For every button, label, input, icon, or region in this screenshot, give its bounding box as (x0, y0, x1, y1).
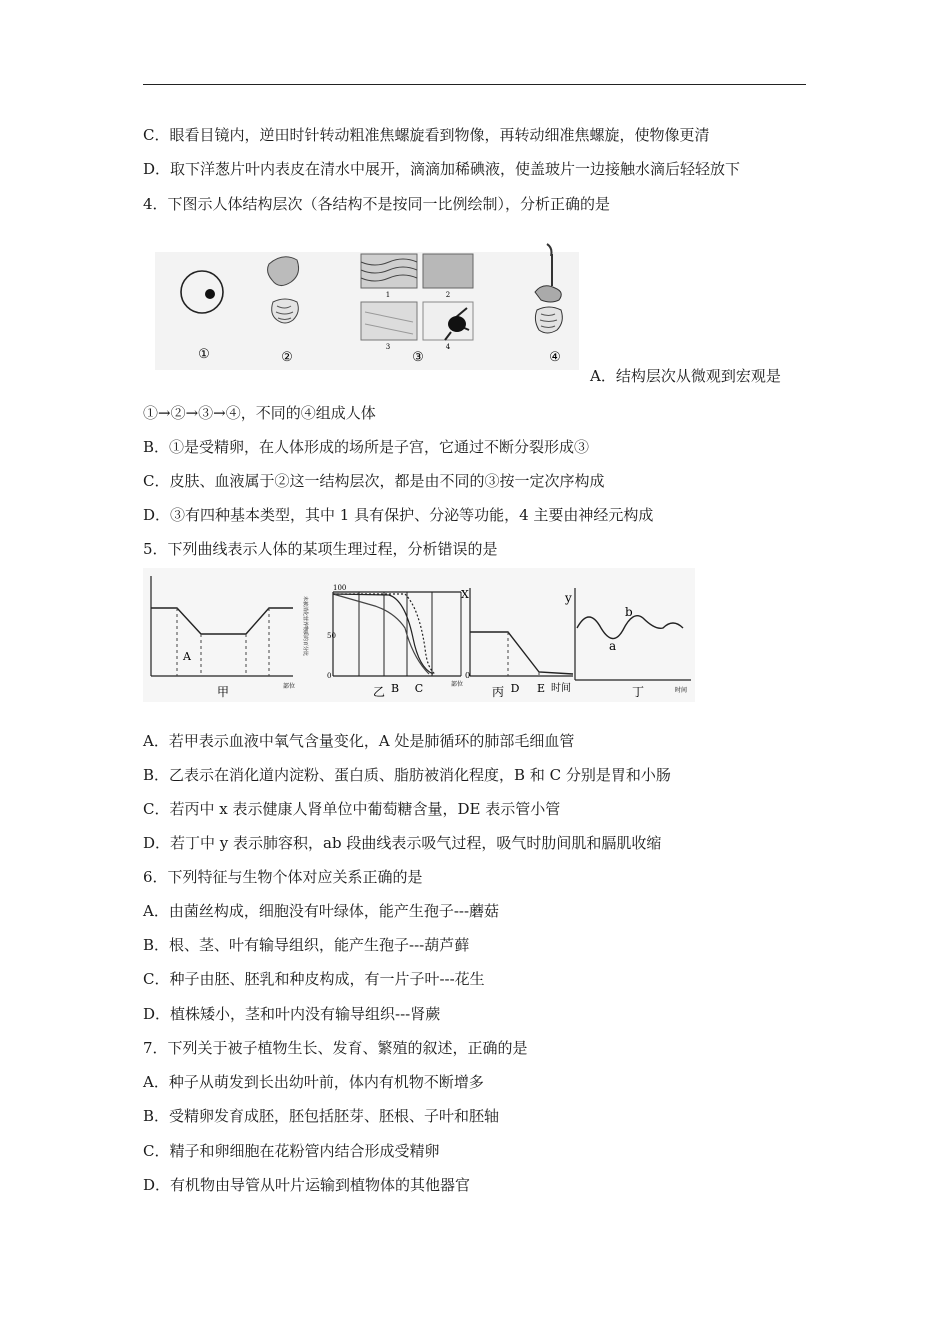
q6-option-d[interactable]: D．植株矮小，茎和叶内没有输导组织---肾蕨 (143, 1005, 441, 1023)
bing-marker-d: D (510, 682, 520, 695)
q4-structure-figure (155, 240, 579, 370)
ding-x-axis: 时间 (675, 687, 688, 694)
bing-x-axis: 时间 (551, 683, 571, 694)
yi-y-mid: 50 (327, 632, 336, 640)
q7-option-b[interactable]: B．受精卵发育成胚，胚包括胚芽、胚根、子叶和胚轴 (143, 1107, 500, 1125)
jia-x-axis: 部位 (283, 683, 296, 690)
yi-label: 乙 (372, 685, 386, 699)
figure-label-2: ② (281, 350, 293, 365)
tissue-label-2: 2 (445, 291, 451, 299)
q7-option-a[interactable]: A．种子从萌发到长出幼叶前，体内有机物不断增多 (143, 1073, 484, 1091)
ding-y-axis: y (565, 591, 572, 605)
q7-option-c[interactable]: C．精子和卵细胞在花粉管内结合形成受精卵 (143, 1142, 440, 1160)
ding-point-b: b (625, 605, 633, 619)
q6-option-b[interactable]: B．根、茎、叶有输导组织，能产生孢子---葫芦藓 (143, 936, 470, 954)
figure-label-1: ① (198, 347, 210, 362)
bing-label: 丙 (491, 685, 505, 699)
q6-option-a[interactable]: A．由菌丝构成，细胞没有叶绿体，能产生孢子---蘑菇 (143, 902, 500, 920)
tissue-label-1: 1 (385, 291, 391, 299)
q4-option-c[interactable]: C．皮肤、血液属于②这一结构层次，都是由不同的③按一定次序构成 (143, 472, 605, 490)
yi-y-label: 未被消化营养物质的百分比 (302, 596, 308, 657)
q7-option-d[interactable]: D．有机物由导管从叶片运输到植物体的其他器官 (143, 1176, 471, 1194)
yi-y-zero: 0 (327, 672, 332, 680)
q4-option-d[interactable]: D．③有四种基本类型，其中 1 具有保护、分泌等功能，4 主要由神经元构成 (143, 506, 654, 524)
q4-option-a-head[interactable]: A．结构层次从微观到宏观是 (590, 367, 781, 385)
tissues-image (361, 254, 473, 351)
q3-option-d[interactable]: D．取下洋葱片叶内表皮在清水中展开，滴滴加稀碘液，使盖玻片一边接触水滴后轻轻放下 (143, 160, 741, 178)
q5-option-d[interactable]: D．若丁中 y 表示肺容积，ab 段曲线表示吸气过程，吸气时肋间肌和膈肌收缩 (143, 834, 662, 852)
q7-stem: 7．下列关于被子植物生长、发育、繁殖的叙述，正确的是 (143, 1039, 528, 1057)
q4-stem: 4．下图示人体结构层次（各结构不是按同一比例绘制），分析正确的是 (143, 195, 611, 213)
tissue-label-4: 4 (445, 343, 451, 351)
yi-marker-c: C (414, 682, 424, 695)
tissue-label-3: 3 (385, 343, 391, 351)
q4-option-b[interactable]: B．①是受精卵，在人体形成的场所是子宫，它通过不断分裂形成③ (143, 438, 590, 456)
jia-region-a: A (183, 650, 191, 663)
yi-x-axis: 部位 (451, 681, 464, 688)
yi-marker-b: B (390, 682, 400, 695)
q6-option-c[interactable]: C．种子由胚、胚乳和种皮构成，有一片子叶---花生 (143, 970, 485, 988)
q5-option-b[interactable]: B．乙表示在消化道内淀粉、蛋白质、脂肪被消化程度，B 和 C 分别是胃和小肠 (143, 766, 671, 784)
q5-stem: 5．下列曲线表示人体的某项生理过程，分析错误的是 (143, 540, 498, 558)
ding-point-a: a (609, 639, 617, 653)
yi-y-top: 100 (333, 584, 347, 592)
bing-marker-e: E (536, 682, 546, 695)
figure-label-3: ③ (412, 350, 424, 365)
q4-option-a-tail[interactable]: ①→②→③→④，不同的④组成人体 (143, 404, 376, 422)
q5-option-c[interactable]: C．若丙中 x 表示健康人肾单位中葡萄糖含量，DE 表示管小管 (143, 800, 561, 818)
bing-origin: 0 (465, 671, 471, 680)
q5-option-a[interactable]: A．若甲表示血液中氧气含量变化，A 处是肺循环的肺部毛细血管 (143, 732, 575, 750)
header-rule (143, 84, 806, 85)
q3-option-c[interactable]: C．眼看目镜内，逆田时针转动粗准焦螺旋看到物像，再转动细准焦螺旋，使物像更清 (143, 126, 710, 144)
q5-curves-figure (143, 568, 695, 702)
bing-y-axis: X (461, 588, 469, 601)
q6-stem: 6．下列特征与生物个体对应关系正确的是 (143, 868, 423, 886)
figure-label-4: ④ (549, 350, 561, 365)
jia-label: 甲 (216, 685, 230, 699)
ding-label: 丁 (631, 685, 645, 699)
